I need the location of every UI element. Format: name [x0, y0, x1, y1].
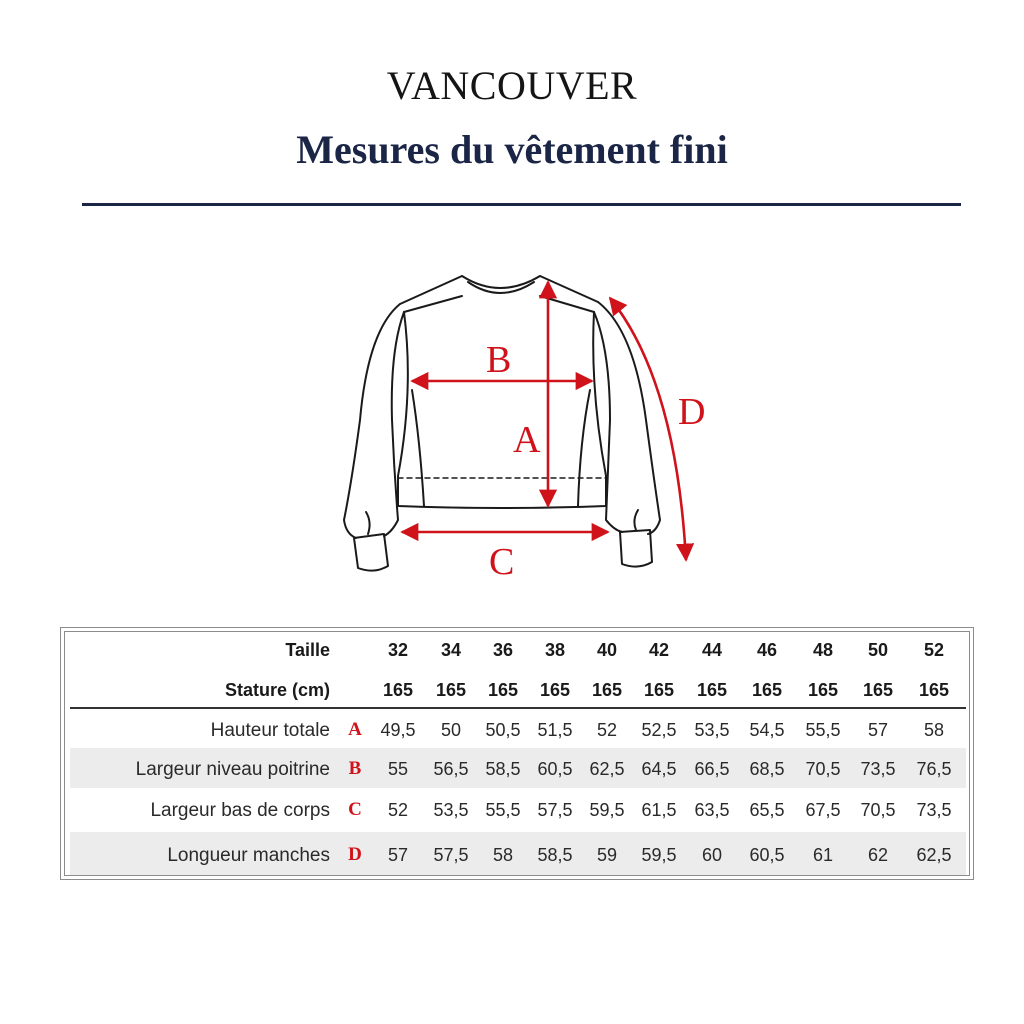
- table-cell: 57,5: [537, 800, 573, 820]
- header-cell: 50: [867, 640, 889, 660]
- header-cell: 44: [701, 640, 723, 660]
- table-cell: 57: [867, 720, 889, 740]
- table-cell: 58: [923, 720, 945, 740]
- table-cell: 53,5: [433, 800, 469, 820]
- table-cell: 64,5: [641, 759, 677, 779]
- header-cell: 165: [591, 680, 623, 700]
- table-cell: 58: [492, 845, 514, 865]
- table-cell: 68,5: [749, 759, 785, 779]
- header-cell: 165: [643, 680, 675, 700]
- table-cell: 61,5: [641, 800, 677, 820]
- table-cell: 55,5: [485, 800, 521, 820]
- header-cell: 165: [382, 680, 414, 700]
- table-cell: 60,5: [537, 759, 573, 779]
- header-cell: 34: [440, 640, 462, 660]
- table-cell: 51,5: [537, 720, 573, 740]
- table-cell: 52: [596, 720, 618, 740]
- table-cell: 50: [440, 720, 462, 740]
- header-separator: [70, 707, 966, 709]
- table-cell: 50,5: [485, 720, 521, 740]
- table-cell: 56,5: [433, 759, 469, 779]
- table-cell: 52: [387, 800, 409, 820]
- pattern-name: VANCOUVER: [386, 63, 638, 108]
- header-cell: 32: [387, 640, 409, 660]
- header-cell: 48: [812, 640, 834, 660]
- row-letter: A: [348, 719, 362, 740]
- table-cell: 60: [701, 845, 723, 865]
- header-cell: 165: [807, 680, 839, 700]
- row-letter: B: [348, 758, 362, 779]
- table-cell: 65,5: [749, 800, 785, 820]
- measure-arrows: [402, 282, 686, 560]
- header-cell: 38: [544, 640, 566, 660]
- header-cell: 42: [648, 640, 670, 660]
- header-cell: 165: [435, 680, 467, 700]
- table-cell: 70,5: [805, 759, 841, 779]
- table-cell: 54,5: [749, 720, 785, 740]
- table-cell: 73,5: [860, 759, 896, 779]
- page-title: Mesures du vêtement fini: [296, 127, 728, 172]
- label-a: A: [513, 419, 541, 461]
- sweater-outline: [344, 276, 660, 571]
- table-cell: 57: [387, 845, 409, 865]
- table-cell: 55: [387, 759, 409, 779]
- table-cell: 63,5: [694, 800, 730, 820]
- table-cell: 61: [812, 845, 834, 865]
- header-cell: 165: [751, 680, 783, 700]
- table-cell: 59,5: [589, 800, 625, 820]
- header-cell: 36: [492, 640, 514, 660]
- header-cell: 165: [696, 680, 728, 700]
- header-cell: 165: [487, 680, 519, 700]
- table-cell: 58,5: [537, 845, 573, 865]
- header-cell: 52: [923, 640, 945, 660]
- row-label: Longueur manches: [167, 845, 330, 866]
- header-cell: 40: [596, 640, 618, 660]
- table-cell: 53,5: [694, 720, 730, 740]
- table-cell: 70,5: [860, 800, 896, 820]
- table-cell: 49,5: [380, 720, 416, 740]
- row-letter: C: [348, 799, 362, 820]
- table-cell: 62,5: [916, 845, 952, 865]
- table-cell: 59,5: [641, 845, 677, 865]
- table-cell: 52,5: [641, 720, 677, 740]
- label-d: D: [678, 391, 706, 433]
- table-cell: 62: [867, 845, 889, 865]
- table-cell: 55,5: [805, 720, 841, 740]
- table-cell: 62,5: [589, 759, 625, 779]
- label-b: B: [486, 339, 512, 381]
- row-label: Hauteur totale: [210, 720, 330, 741]
- row-label: Largeur niveau poitrine: [135, 759, 330, 780]
- header-cell: 165: [862, 680, 894, 700]
- label-c: C: [489, 541, 515, 583]
- table-cell: 57,5: [433, 845, 469, 865]
- header-cell: 165: [918, 680, 950, 700]
- table-cell: 58,5: [485, 759, 521, 779]
- table-cell: 60,5: [749, 845, 785, 865]
- header-cell: 46: [756, 640, 778, 660]
- table-cell: 66,5: [694, 759, 730, 779]
- table-cell: 59: [596, 845, 618, 865]
- header-label: Stature (cm): [224, 680, 330, 700]
- table-cell: 73,5: [916, 800, 952, 820]
- row-letter: D: [348, 844, 362, 865]
- header-cell: 165: [539, 680, 571, 700]
- row-label: Largeur bas de corps: [150, 800, 330, 821]
- table-cell: 67,5: [805, 800, 841, 820]
- header-label: Taille: [285, 640, 330, 660]
- table-cell: 76,5: [916, 759, 952, 779]
